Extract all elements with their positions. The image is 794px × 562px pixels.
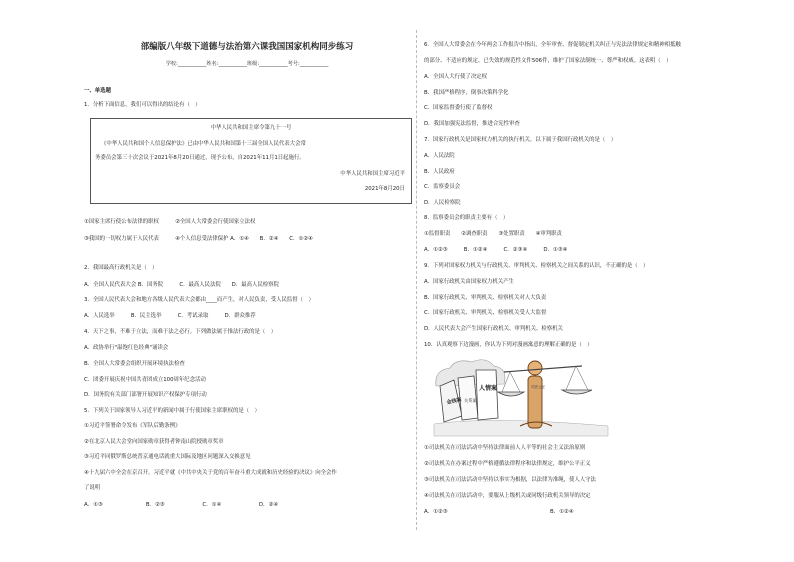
option-line: D．国务院有关部门部署开展知识产权保护专项行动 bbox=[84, 392, 207, 398]
option-line: A．全国人大行使了决定权 bbox=[424, 74, 487, 80]
question-3: 3．全国人民代表大会和地方各级人民代表大会都由____而产生，对人民负责，受人民监督（ ） bbox=[84, 297, 314, 303]
option-line: ④十九届六中全会在京召开，习近平就《中共中央关于党的百年奋斗重大成就和历史经验的决议》向全会作 bbox=[84, 470, 337, 476]
option-line: ④司法机关在司法活动中，要服从上级机关或同级行政机关领导的决定 bbox=[424, 493, 591, 499]
decree-text-line: 《中华人民共和国个人信息保护法》已由中华人民共和国第十三届全国人民代表大会常 bbox=[101, 141, 306, 147]
decree-text-line: 务委员会第三十次会议于2021年8月20日通过，现予公布，自2021年11月1日起施行。 bbox=[95, 155, 305, 161]
bag-label: 关系案 bbox=[464, 398, 477, 403]
question-10: 10．认真观察下边漫画，你认为下列对漫画寓意的理解正确的是（ ） bbox=[424, 342, 593, 348]
option-line: A．人民法院 bbox=[424, 153, 455, 159]
question-9: 9．下列对国家权力机关与行政机关、审判机关、检察机关之间关系的认识，不正确的是（ ） bbox=[424, 263, 649, 269]
answer-options: A．①②③ B．①②④ C．②③④ D．①③④ bbox=[424, 247, 568, 253]
question-1: 1．分析下面信息，我们可以得出的结论有（ ） bbox=[84, 102, 201, 108]
answer-options: A．人民选举 B．民主选举 C．考试录取 D．群众推荐 bbox=[84, 313, 256, 319]
page-title: 部编版八年级下道德与法治第六课我国国家机构同步练习 bbox=[140, 42, 354, 52]
option-line: D．人民检察院 bbox=[424, 200, 461, 206]
option-line: ②司法机关在办案过程中严格遵循法律程序和法律规定，维护公平正义 bbox=[424, 461, 591, 467]
option-line: ③司法机关在司法活动中坚持以事实为根据，以法律为准绳，使人人守法 bbox=[424, 477, 596, 483]
scale-pillar bbox=[528, 376, 542, 428]
column-divider bbox=[416, 30, 417, 530]
decree-heading: 中华人民共和国主席令第九十一号 bbox=[210, 125, 292, 131]
quote-box bbox=[90, 118, 412, 204]
scale-pan-left bbox=[498, 392, 524, 396]
option-line: ②在北京人民大会堂向国家勋章获得者钟南山院授勋章奖章 bbox=[84, 439, 224, 445]
option-line: C．团委开展庆祝中国共青团成立100周年纪念活动 bbox=[84, 377, 206, 383]
decree-signature: 中华人民共和国主席习近平 bbox=[340, 171, 405, 177]
option-line: A．政协举行"温饱红色经典"诵读会 bbox=[84, 345, 169, 351]
option-line: B．全国人大常委会组织开展环境执法检查 bbox=[84, 361, 185, 367]
option-line: ①国家主席行使公布法律的职权 ②全国人大常委会行使国家立法权 bbox=[84, 219, 256, 225]
option-line: C．国家行政机关、审判机关、检察机关受人大监督 bbox=[424, 310, 547, 316]
answer-options: A．①③ B．②③ C．①④ D．②④ bbox=[84, 502, 279, 508]
question-6: 6．全国人大常委会在今年两会工作报告中指出，全年审查、督促制定机关纠正与宪法法律规定和精神相抵触 bbox=[424, 42, 681, 48]
option-line: ③习近平同俄罗斯总统普京通电话就重大国际及地区问题深入交换意见 bbox=[84, 454, 251, 460]
question-5: 5．下列关于国家领导人习近平的新闻中属于行使国家主席职权的是（ ） bbox=[84, 408, 260, 414]
option-line: ③我国的一切权力属于人民代表 ④个人信息受法律保护 A．①④ B．②④ C．①②④ bbox=[84, 236, 313, 242]
option-line: 了说明 bbox=[84, 485, 101, 491]
question-7: 7．国家行政机关是国家权力机关的执行机关。以下属于我国行政机关的是（ ） bbox=[424, 137, 617, 143]
section-heading: 一、单选题 bbox=[84, 88, 111, 94]
option-line: B．人民政府 bbox=[424, 169, 455, 175]
student-info-line: 学校:___________姓名:___________班级:___________考号:___________ bbox=[165, 61, 329, 67]
question-4: 4．天下之事，不难于立法，而难于法之必行。下列做法属于推法行政的是（ ） bbox=[84, 329, 277, 335]
option-line: ①习近平签署命令发布《军队后勤条例》 bbox=[84, 423, 181, 429]
option-line: B．我国严格程序，倒事决策科学化 bbox=[424, 90, 509, 96]
answer-options: A．①②③ B．①②④ bbox=[424, 509, 574, 515]
question-6-cont: 的部分、不适应的规定、已失效的规范性文件506件，维护了国家法制统一、尊严和权威。这表明（ ） bbox=[424, 58, 672, 64]
option-line: B．国家行政机关、审判机关、检察机关对人大负责 bbox=[424, 295, 547, 301]
option-line: C．国家监督委行使了监督权 bbox=[424, 105, 493, 111]
scale-beam bbox=[504, 366, 582, 372]
answer-options: A．全国人民代表大会 B．国务院 C．最高人民法院 D．最高人民检察院 bbox=[84, 282, 279, 288]
cartoon-image bbox=[432, 356, 610, 438]
option-line: ①监督职责 ②调查职责 ③处置职责 ④审判职责 bbox=[424, 231, 562, 237]
option-line: A．国家行政机关由国家权力机关产生 bbox=[424, 279, 514, 285]
pillar-label: 司法公正 bbox=[531, 385, 546, 389]
question-2: 2．我国最高行政机关是（ ） bbox=[84, 265, 158, 271]
option-line: C．监察委员会 bbox=[424, 184, 461, 190]
question-8: 8．监察委员会的职责主要有（ ） bbox=[424, 215, 509, 221]
bag-favor bbox=[476, 370, 498, 420]
scale-pan-right bbox=[562, 390, 592, 394]
option-line: D．人民代表大会产生国家行政机关、审判机关、检察机关 bbox=[424, 326, 563, 332]
option-line: ①司法机关在司法活动中坚持法律面前人人平等的社会主义法治原则 bbox=[424, 445, 586, 451]
bag-label: 金钱案 bbox=[446, 396, 463, 406]
option-line: D．我国加强宪法监督，推进合宪性审查 bbox=[424, 121, 520, 127]
bag-label: 人情案 bbox=[479, 385, 498, 392]
decree-date: 2021年8月20日 bbox=[364, 186, 405, 192]
